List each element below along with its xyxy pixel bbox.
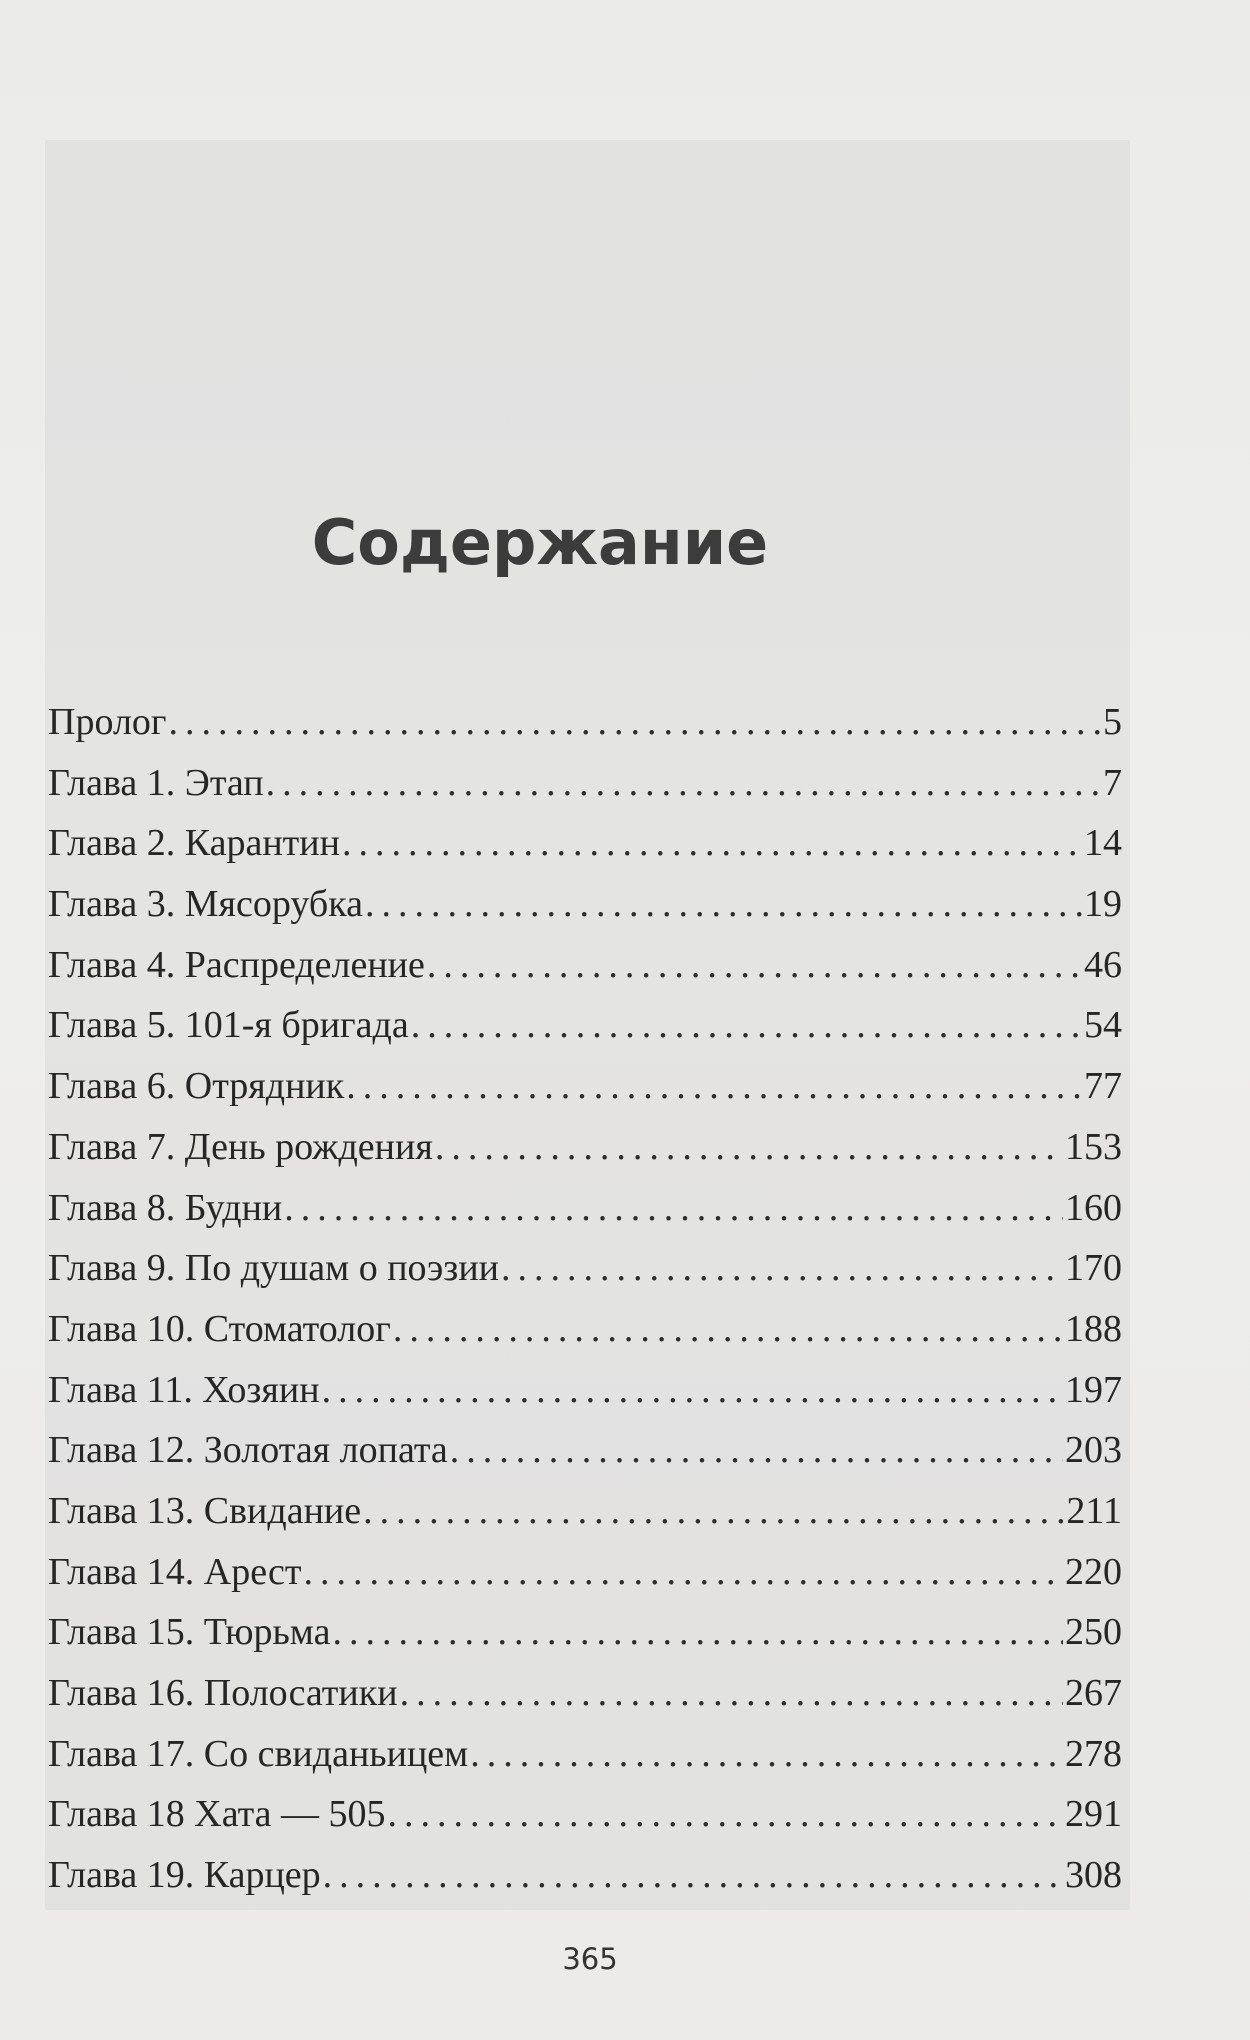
toc-entry-title: Глава 14. Арест [48,1550,302,1593]
dot-leader [470,1732,1063,1776]
toc-entry-page-number: 220 [1065,1550,1122,1593]
toc-entry-title: Глава 1. Этап [48,761,264,804]
dot-leader [400,1671,1063,1715]
toc-entry [48,821,1122,882]
toc-entry [48,1064,1122,1125]
toc-entry [48,700,1122,761]
toc-entry [48,1671,1122,1732]
toc-entry-page-number: 153 [1065,1125,1122,1168]
toc-entry-page-number: 267 [1065,1672,1122,1714]
dot-leader [169,700,1102,744]
toc-entry [48,943,1122,1004]
toc-entry [48,1732,1122,1793]
toc-entry-title: Глава 15. Тюрьма [48,1611,331,1654]
toc-entry-title: Глава 16. Полосатики [48,1672,398,1714]
toc-entry-page-number: 46 [1084,943,1122,986]
dot-leader [342,821,1082,865]
toc-entry-title: Глава 2. Карантин [48,822,340,865]
dot-leader [365,882,1082,926]
toc-entry-title: Глава 8. Будни [48,1186,283,1229]
toc-entry-title: Глава 12. Золотая лопата [48,1429,448,1472]
dot-leader [363,1489,1064,1533]
dot-leader [427,943,1082,987]
dot-leader [388,1792,1063,1836]
dot-leader [346,1064,1082,1108]
toc-entry-page-number: 278 [1065,1732,1122,1775]
toc-entry [48,1246,1122,1307]
toc-entry-page-number: 77 [1084,1065,1122,1108]
toc-entry-page-number: 308 [1065,1854,1122,1897]
dot-leader [411,1003,1082,1047]
toc-entry-page-number: 170 [1065,1247,1122,1290]
toc-entry-page-number: 54 [1084,1004,1122,1047]
toc-entry-page-number: 5 [1103,701,1122,743]
table-of-contents [48,700,1122,1914]
toc-entry-page-number: 197 [1065,1368,1122,1411]
toc-entry [48,1792,1122,1853]
toc-entry [48,1610,1122,1671]
toc-entry [48,882,1122,943]
toc-entry [48,1003,1122,1064]
toc-entry-title: Глава 9. По душам о поэзии [48,1247,499,1290]
toc-entry-page-number: 291 [1065,1793,1122,1836]
toc-entry-title: Глава 17. Со свиданьицем [48,1732,469,1775]
toc-entry-page-number: 203 [1065,1429,1122,1472]
toc-entry-title: Глава 18 Хата — 505 [48,1793,386,1836]
page-number: 365 [562,1942,618,1976]
dot-leader [450,1428,1063,1472]
toc-entry-title: Глава 5. 101-я бригада [48,1004,409,1047]
toc-entry [48,1428,1122,1489]
dot-leader [322,1368,1063,1412]
toc-entry [48,1853,1122,1914]
dot-leader [435,1125,1063,1169]
dot-leader [501,1246,1063,1290]
toc-entry [48,1307,1122,1368]
toc-entry-title: Глава 10. Стоматолог [48,1307,391,1350]
dot-leader [266,761,1101,805]
toc-entry [48,761,1122,822]
toc-entry-page-number: 211 [1066,1489,1122,1532]
toc-entry-title: Глава 7. День рождения [48,1125,433,1168]
toc-entry-title: Глава 4. Распределение [48,943,425,986]
toc-entry [48,1489,1122,1550]
toc-entry-title: Глава 11. Хозяин [48,1368,320,1411]
toc-entry-page-number: 19 [1084,883,1122,926]
toc-entry-title: Глава 19. Карцер [48,1854,321,1897]
toc-entry-title: Пролог [48,701,167,743]
page-title: Содержание [311,506,769,579]
toc-entry-title: Глава 3. Мясорубка [48,883,363,926]
toc-entry-page-number: 7 [1103,761,1122,804]
toc-entry-page-number: 14 [1084,822,1122,865]
toc-entry [48,1550,1122,1611]
dot-leader [393,1307,1063,1351]
toc-entry [48,1125,1122,1186]
dot-leader [284,1186,1063,1230]
dot-leader [332,1610,1063,1654]
dot-leader [303,1550,1063,1594]
toc-entry [48,1186,1122,1247]
toc-entry-page-number: 250 [1065,1611,1122,1654]
toc-entry-page-number: 188 [1065,1307,1122,1350]
toc-entry-title: Глава 13. Свидание [48,1489,362,1532]
toc-entry-title: Глава 6. Отрядник [48,1065,345,1108]
toc-entry-page-number: 160 [1065,1186,1122,1229]
toc-entry [48,1368,1122,1429]
dot-leader [323,1853,1063,1897]
